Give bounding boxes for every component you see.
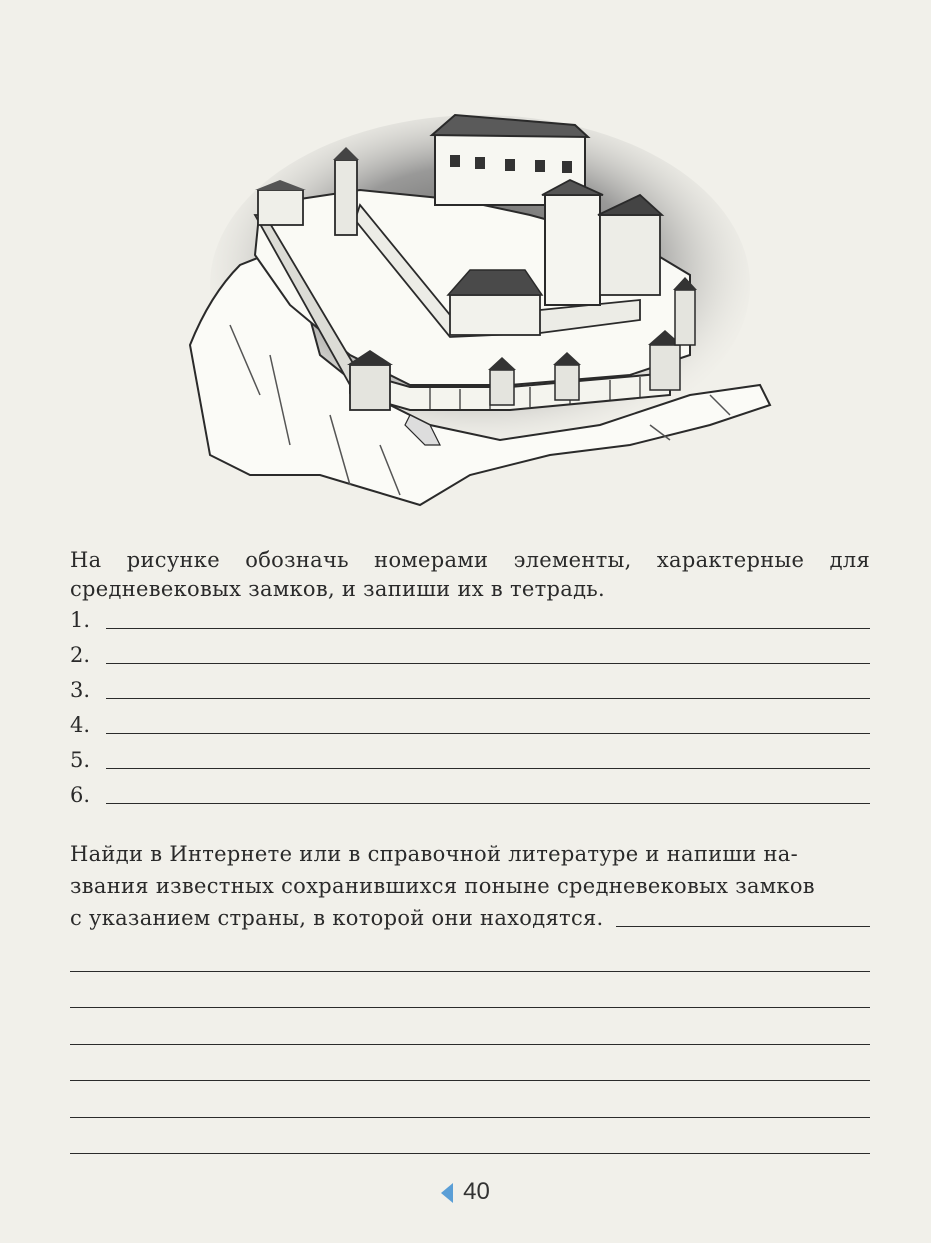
write-line xyxy=(106,698,870,699)
task-2-instruction xyxy=(70,838,870,934)
answer-line[interactable] xyxy=(70,711,870,746)
task-2-line-1: Найди в Интернете или в справочной литературе и напиши на- xyxy=(70,842,799,866)
triangle-marker-icon xyxy=(441,1183,453,1203)
write-line[interactable] xyxy=(70,1008,870,1045)
write-line[interactable] xyxy=(70,972,870,1009)
write-line xyxy=(106,733,870,734)
line-number: 2. xyxy=(70,643,91,667)
answer-line[interactable] xyxy=(70,641,870,676)
line-number: 4. xyxy=(70,713,91,737)
write-line[interactable] xyxy=(70,1118,870,1155)
line-number: 5. xyxy=(70,748,91,772)
write-line xyxy=(106,663,870,664)
answer-line[interactable] xyxy=(70,606,870,641)
line-number: 3. xyxy=(70,678,91,702)
task-2-line-3-text: с указанием страны, в которой они находятся. xyxy=(70,906,604,930)
write-line xyxy=(106,768,870,769)
write-line[interactable] xyxy=(70,935,870,972)
write-line[interactable] xyxy=(70,1081,870,1118)
task-2-line-3 xyxy=(70,902,870,934)
line-number: 1. xyxy=(70,608,91,632)
task-2-answer-lines xyxy=(70,935,870,1154)
line-number: 6. xyxy=(70,783,91,807)
task-1-instruction: На рисунке обозначь номерами элементы, характерные для средневековых замков, и запиши их в тетрадь. xyxy=(70,548,870,601)
castle-drawing xyxy=(170,95,790,515)
numbered-answer-list xyxy=(70,606,870,816)
write-line[interactable] xyxy=(70,1045,870,1082)
page-number xyxy=(0,1178,931,1206)
task-2-line-2: звания известных сохранившихся поныне средневековых замков xyxy=(70,874,815,898)
page-number-text: 40 xyxy=(463,1178,490,1205)
answer-line[interactable] xyxy=(70,746,870,781)
answer-line[interactable] xyxy=(70,676,870,711)
write-line[interactable] xyxy=(616,926,870,927)
write-line xyxy=(106,628,870,629)
castle-illustration xyxy=(170,95,790,515)
answer-line[interactable] xyxy=(70,781,870,816)
write-line xyxy=(106,803,870,804)
